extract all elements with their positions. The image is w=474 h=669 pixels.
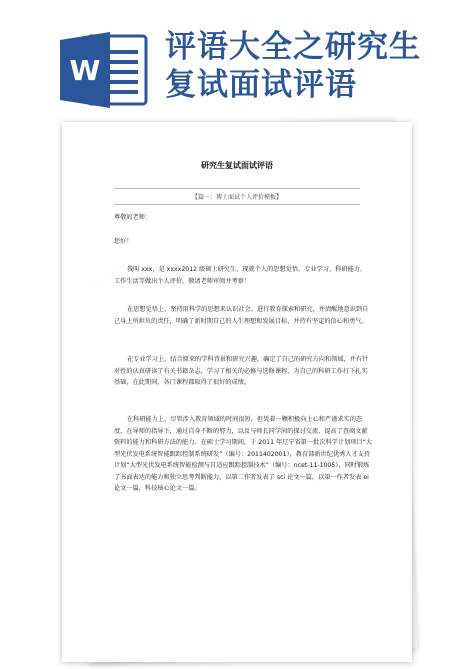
word-document-icon [58,30,150,110]
word-logo-letter: W [69,54,101,87]
document-page [62,122,412,662]
paragraph-intro: 我叫 xxx，是 xxxx2012 级硕士研究生，现就个人的思想觉悟、专业学习、科研能力、工作生活等做出个人评价，敬请老师审阅并考察！ [114,266,367,285]
watermark: · · · · · · [241,434,274,460]
section-divider-top [114,188,360,189]
hello-line: 您好！ [114,238,133,245]
banner-title-line-1: 评语大全之研究生 [165,29,421,65]
section-divider-bottom [114,204,360,205]
watermark: · · · · · · [91,264,124,290]
section-tag: 【篇一：博士面试个人评价模板】 [191,194,282,201]
banner-title [165,28,465,104]
greeting: 尊敬的老师： [114,214,152,221]
banner-title-line-2: 复试面试评语 [165,67,357,103]
paragraph-research: 在科研能力上，尽管涉入教育领域的时间很短，但凭着一颗积极向上心和严谨求实的态度，在导师的指导下，通过自身不断的努力，以及与师长同学间的探讨交流，提高了查阅文献资料的能力和科研方法的能力。在硕士学习期间，于 2011 年辽宁省第一批次科学计划项目“大型光伏发电系统智能跟踪控制系统研发”（编号：2011402001），教育部新世纪优秀人才支持计划“大型光伏发电系统智能检测与自适应跟踪控制技术”（编号：ncet-11-1005），同时锻炼了书面表达的能力和独立思考判断能力，以第二作者发表了 sci 论文一篇，以第一作者发表 ei 论文一篇，科技核心论文一篇。 [114,416,373,492]
paragraph-study: 在专业学习上，结合原来的学科背景和研究兴趣，确定了自己的研究方向和领域，并有针对性的认真研读了有关书籍杂志，学习了相关的必修与选修课程，为自己的科研工作打下扎实基础，在此期间，各门课程都取得了很好的成绩。 [114,356,369,386]
document-title: 研究生复试面试评语 [201,161,273,170]
paragraph-ideology: 在思想觉悟上，坚持用科学的思想来认识社会、进行教育探索和研究，并清醒地意识到自己身上所担负的责任，明确了新时期自己的人生理想和发展目标，并持有坚定的信心和勇气。 [114,306,369,325]
